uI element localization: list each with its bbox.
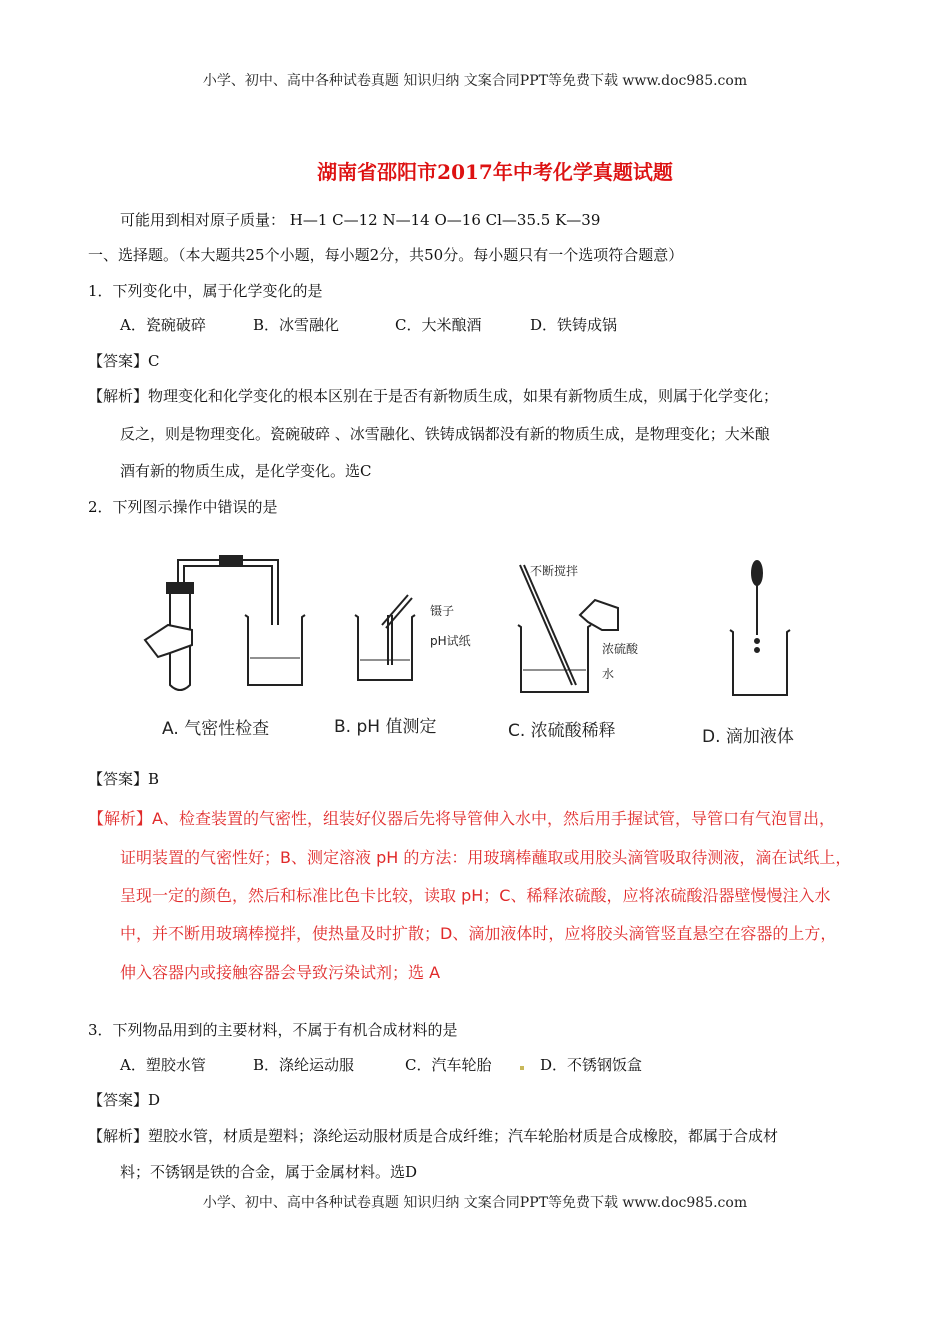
figure-a-airtightness (140, 545, 310, 695)
caption-c: C. 浓硫酸稀释 (508, 721, 616, 741)
q1-option-d: D．铁铸成锅 (530, 316, 618, 334)
q3-stem: 3．下列物品用到的主要材料，不属于有机合成材料的是 (88, 1021, 458, 1039)
q2-analysis-line: 呈现一定的颜色，然后和标准比色卡比较，读取 pH；C、稀释浓硫酸，应将浓硫酸沿器壁慢慢注入水 (120, 886, 831, 905)
q1-analysis-line: 反之，则是物理变化。瓷碗破碎 、冰雪融化、铁铸成锅都没有新的物质生成，是物理变化；大米酿 (120, 425, 770, 443)
q2-answer: 【答案】B (88, 770, 160, 788)
q3-analysis-line: 料；不锈钢是铁的合金，属于金属材料。选D (120, 1163, 418, 1181)
label-stir: 不断搅拌 (530, 564, 579, 578)
q2-analysis-line: 【解析】A、检查装置的气密性，组装好仪器后先将导管伸入水中，然后用手握试管，导管口有气泡冒出， (88, 809, 835, 828)
q2-analysis-line: 中，并不断用玻璃棒搅拌，使热量及时扩散；D、滴加液体时，应将胶头滴管竖直悬空在容器的上方， (120, 924, 837, 943)
page-header: 小学、初中、高中各种试卷真题 知识归纳 文案合同PPT等免费下载 www.doc985.com (202, 73, 748, 89)
q3-option-b: B．涤纶运动服 (253, 1056, 355, 1074)
section-heading: 一、选择题。（本大题共25个小题，每小题2分，共50分。每小题只有一个选项符合题意） (88, 246, 684, 264)
q2-stem: 2．下列图示操作中错误的是 (88, 498, 278, 516)
page-footer: 小学、初中、高中各种试卷真题 知识归纳 文案合同PPT等免费下载 www.doc985.com (202, 1195, 748, 1211)
label-water: 水 (602, 667, 615, 681)
q1-option-c: C．大米酿酒 (395, 316, 482, 334)
q3-option-a: A．塑胶水管 (120, 1056, 206, 1074)
q1-stem: 1．下列变化中，属于化学变化的是 (88, 282, 323, 300)
figure-d-dropper (725, 555, 805, 705)
q3-analysis-line: 【解析】塑胶水管，材质是塑料；涤纶运动服材质是合成纤维；汽车轮胎材质是合成橡胶，都属于合成材 (88, 1127, 779, 1145)
caption-a: A. 气密性检查 (162, 719, 270, 739)
q1-answer: 【答案】C (88, 352, 160, 370)
label-acid: 浓硫酸 (602, 642, 639, 656)
q1-analysis-line: 【解析】物理变化和化学变化的根本区别在于是否有新物质生成，如果有新物质生成，则属于化学变化； (88, 387, 779, 405)
q3-option-d: D．不锈钢饭盒 (540, 1056, 643, 1074)
q2-analysis-line: 证明装置的气密性好；B、测定溶液 pH 的方法：用玻璃棒蘸取或用胶头滴管吸取待测液，滴在试纸上， (120, 848, 852, 867)
q3-answer: 【答案】D (88, 1091, 161, 1109)
atomic-masses: 可能用到相对原子质量： H—1 C—12 N—14 O—16 Cl—35.5 K—39 (120, 211, 601, 229)
caption-b: B. pH 值测定 (334, 717, 437, 737)
q1-option-b: B．冰雪融化 (253, 316, 340, 334)
label-ph-paper: pH试纸 (430, 634, 471, 648)
caption-d: D. 滴加液体 (702, 727, 794, 747)
decorative-dot (520, 1066, 524, 1070)
q3-option-c: C．汽车轮胎 (405, 1056, 492, 1074)
label-tweezers: 镊子 (430, 604, 455, 618)
page-title: 湖南省邵阳市2017年中考化学真题试题 (317, 160, 673, 184)
q1-option-a: A．瓷碗破碎 (120, 316, 206, 334)
q2-analysis-line: 伸入容器内或接触容器会导致污染试剂；选 A (120, 963, 441, 982)
q1-analysis-line: 酒有新的物质生成，是化学变化。选C (120, 462, 372, 480)
